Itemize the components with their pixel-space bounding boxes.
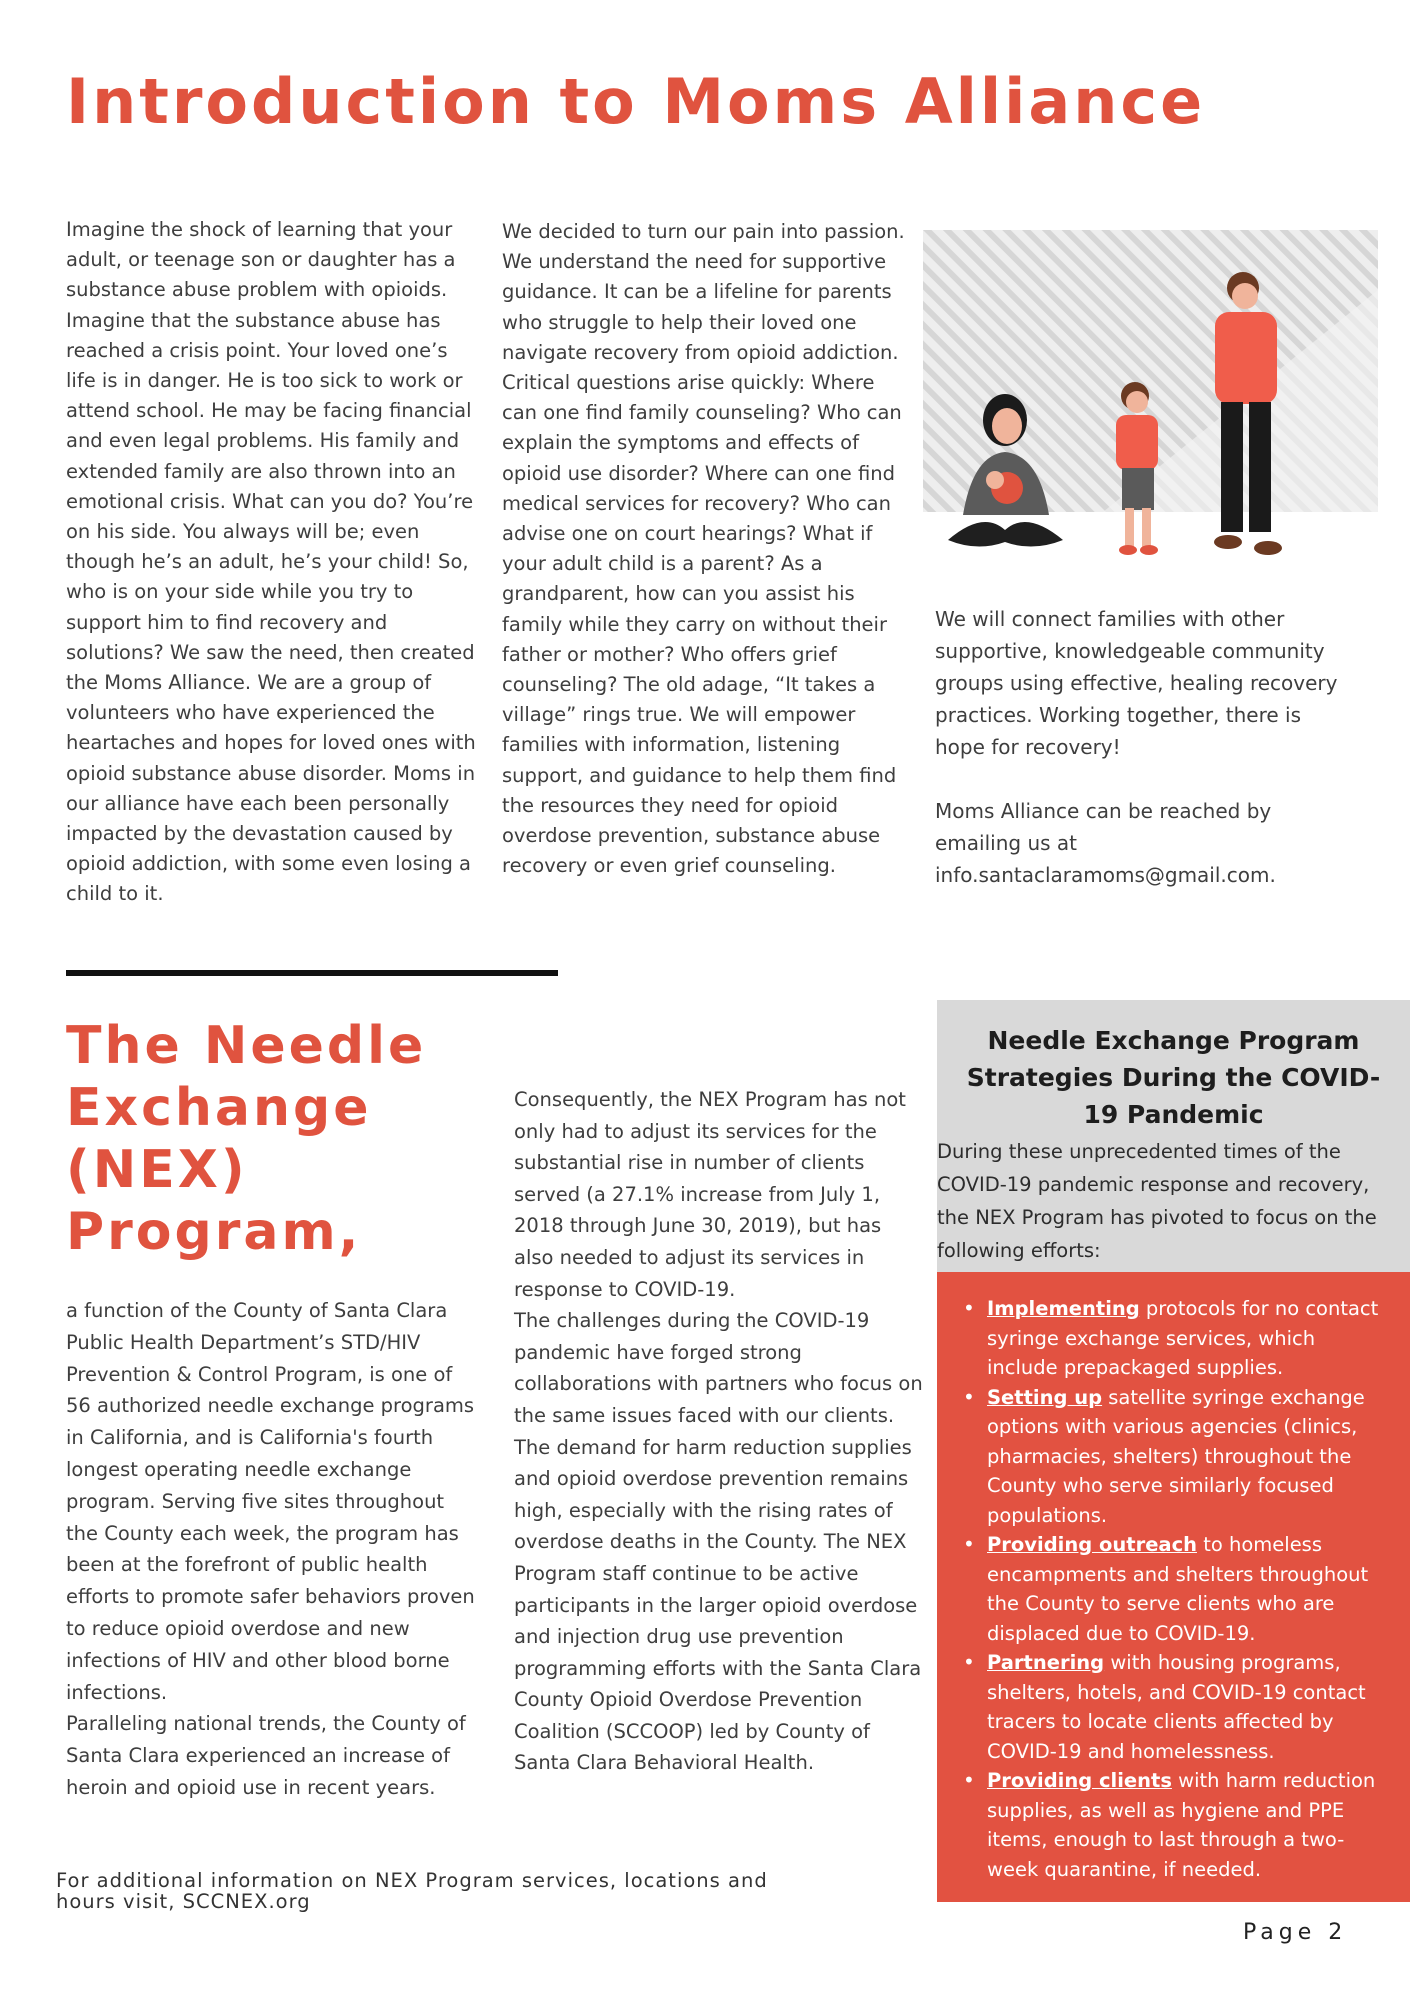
- intro-paragraph: Imagine the shock of learning that your adult, or teenage son or daughter has a substance abuse problem with opioids. Imagine that the substance abuse has reached a crisis point. Your loved one’s life is in danger. He is too sick to work or attend school. He may be facing financial and even legal problems. His family and extended family are also thrown into an emotional crisis. What can you do? You’re on his side. You always will be; even though he’s an adult, he’s your child! So, who is on your side while you try to support him to find recovery and solutions? We saw the need, then created the Moms Alliance. We are a group of volunteers who have experienced the heartaches and hopes for loved ones with opioid substance abuse disorder. Moms in our alliance have each been personally impacted by the devastation caused by opioid addiction, with some even losing a child to it.: [66, 218, 476, 906]
- nex-paragraph: Consequently, the NEX Program has not only had to adjust its services for the substantial rise in number of clients served (a 27.1% increase from July 1, 2018 through June 30, 2019), but has also needed to adjust its services in response to COVID-19. The challenges during the COVID-19 pandemic have forged strong collaborations with partners who focus on the same issues faced with our clients. The demand for harm reduction supplies and opioid overdose prevention remains high, especially with the rising rates of overdose deaths in the County. The NEX Program staff continue to be active participants in the larger opioid overdose and injection drug use prevention programming efforts with the Santa Clara County Opioid Overdose Prevention Coalition (SCCOOP) led by County of Santa Clara Behavioral Health.: [514, 1088, 923, 1775]
- panel-title: Needle Exchange Program Strategies During the COVID-19 Pandemic: [966, 1026, 1381, 1129]
- strategy-key: Providing outreach: [987, 1533, 1198, 1556]
- intro-paragraph: We decided to turn our pain into passion. We understand the need for supportive guidance. It can be a lifeline for parents who struggle to help their loved one navigate recovery from opioid addiction. Critical questions arise quickly: Where can one find family counseling? Who can explain the symptoms and effects of opioid use disorder? Where can one find medical services for recovery? Who can advise one on court hearings? What if your adult child is a parent? As a grandparent, how can you assist his family while they carry on without their father or mother? Who offers grief counseling? The old adage, “It takes a village” rings true. We will empower families with information, listening support, and guidance to help them find the resources they need for opioid overdose prevention, substance abuse recovery or even grief counseling.: [502, 220, 905, 878]
- strategy-key: Partnering: [987, 1651, 1105, 1674]
- nex-column-2: [514, 1084, 924, 1779]
- strategy-text: with housing programs, shelters, hotels, and COVID-19 contact tracers to locate clients affected by COVID-19 and homelessness.: [987, 1651, 1366, 1763]
- contact-paragraph: Moms Alliance can be reached by emailing us at info.santaclaramoms@gmail.com.: [935, 799, 1276, 887]
- strategy-text: with harm reduction supplies, as well as hygiene and PPE items, enough to last through a two-week quarantine, if needed.: [987, 1769, 1376, 1881]
- panel-intro: During these unprecedented times of the COVID-19 pandemic response and recovery, the NEX Program has pivoted to focus on the following efforts:: [937, 1140, 1377, 1262]
- strategies-panel: [937, 1000, 1410, 1902]
- bullet-icon: •: [963, 1768, 975, 1792]
- strategy-key: Providing clients: [987, 1769, 1172, 1792]
- section-divider: [66, 970, 558, 976]
- strategy-item: [959, 1766, 1388, 1884]
- strategy-text: satellite syringe exchange options with various agencies (clinics, pharmacies, shelters) throughout the County who serve similarly focused populations.: [987, 1385, 1365, 1527]
- panel-header: [937, 1000, 1410, 1272]
- intro-paragraph: We will connect families with other supportive, knowledgeable community groups using effective, healing recovery practices. Working together, there is hope for recovery!: [935, 607, 1338, 759]
- panel-strategy-list: [937, 1272, 1410, 1902]
- strategy-item: [959, 1383, 1388, 1531]
- bullet-icon: •: [963, 1650, 975, 1674]
- page-title: Introduction to Moms Alliance: [66, 65, 1206, 138]
- intro-column-1: [66, 215, 476, 910]
- strategy-item: [959, 1294, 1388, 1383]
- strategy-text: protocols for no contact syringe exchange services, which include prepackaged supplies.: [987, 1297, 1379, 1379]
- intro-column-2: [502, 217, 914, 881]
- intro-column-3: [935, 603, 1355, 891]
- footer-note: For additional information on NEX Program services, locations and hours visit, SCCNEX.org: [56, 1869, 768, 1913]
- bullet-icon: •: [963, 1532, 975, 1556]
- bullet-icon: •: [963, 1296, 975, 1320]
- family-illustration: [923, 230, 1378, 580]
- strategy-key: Setting up: [987, 1385, 1103, 1409]
- nex-paragraph: a function of the County of Santa Clara Public Health Department’s STD/HIV Prevention & Control Program, is one of 56 authorized needle exchange programs in California, and is California's fourth longest operating needle exchange program. Serving five sites throughout the County each week, the program has been at the forefront of public health efforts to promote safer behaviors proven to reduce opioid overdose and new infections of HIV and other blood borne infections. Paralleling national trends, the County of Santa Clara experienced an increase of heroin and opioid use in recent years.: [66, 1299, 475, 1799]
- bullet-icon: •: [963, 1384, 975, 1409]
- strategy-text: to homeless encampments and shelters throughout the County to serve clients who are displaced due to COVID-19.: [987, 1533, 1369, 1645]
- nex-section-title: The Needle Exchange (NEX) Program,: [66, 1016, 427, 1262]
- strategy-item: [959, 1648, 1388, 1766]
- nex-column-1: [66, 1295, 482, 1804]
- page-number: Page 2: [1243, 1920, 1348, 1945]
- strategy-item: [959, 1530, 1388, 1648]
- strategy-key: Implementing: [987, 1297, 1140, 1320]
